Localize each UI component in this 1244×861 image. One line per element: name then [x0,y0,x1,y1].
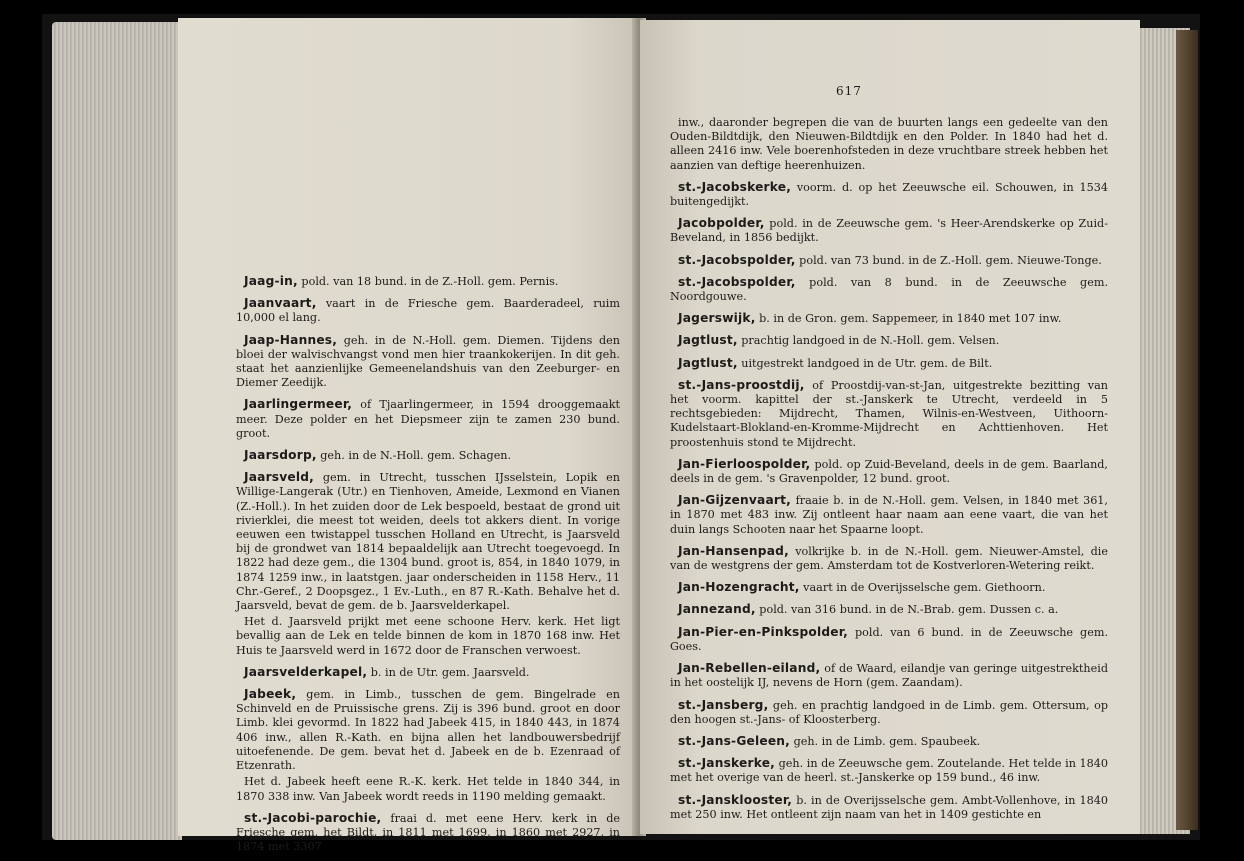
entry [236,296,620,325]
entry [670,493,1108,537]
entry-text: gem. in Limb., tusschen de gem. Bingelrade en Schinveld en de Pruissische grens. Zij is 396 bund. groot en door Limb. klei gevormd. In 1822 had Jabeek 415, in 1840 443, in 1874 406 inw., allen R.-Kath. en bijna allen het landbouwersbedrijf uitoefenende. De gem. bevat het d. Jabeek en de b. Ezenraad of Etzenrath. [236,688,620,773]
entry [670,661,1108,690]
entry [670,333,1108,348]
entry-text: Het d. Jabeek heeft eene R.-K. kerk. Het telde in 1840 344, in 1870 338 inw. Van Jabeek wordt reeds in 1190 melding gemaakt. [236,775,620,803]
entry-text: uitgestrekt landgoed in de Utr. gem. de Bilt. [737,356,993,370]
entry-headword: st.-Jans-Geleen, [678,733,791,748]
entry-text: pold. van 8 bund. in de Zeeuwsche gem. Noordgouwe. [670,275,1108,304]
entry-text: b. in de Utr. gem. Jaarsveld. [367,665,530,679]
entry [236,274,620,289]
entry-text: voorm. d. op het Zeeuwsche eil. Schouwen, in 1534 buitengedijkt. [670,180,1108,209]
entry-text: of Proostdij-van-st-Jan, uitgestrekte bezitting van het voorm. kapittel der st.-Janskerk te Utrecht, verdeeld in 5 rechtsgebieden: Mijdrecht, Thamen, Wilnis-en-Westveen, Uithoorn-Kudelstaart-Blokland-en-Kromme-Mijdrecht en Achttienhoven. Het proostenhuis stond te Mijdrecht. [670,378,1108,449]
entry-headword: Jan-Rebellen-eiland, [678,661,821,676]
entry-headword: st.-Jacobspolder, [678,252,796,267]
entry-text: fraaie b. in de N.-Holl. gem. Velsen, in 1840 met 361, in 1870 met 483 inw. Zij ontleent haar naam aan eene vaart, die van het duin langs Schooten naar het Spaarne loopt. [670,494,1108,536]
entry-text: geh. en prachtig landgoed in de Limb. gem. Ottersum, op den hoogen st.-Jans- of Kloosterberg. [670,698,1108,726]
entry [236,448,620,463]
entry-headword: Jan-Fierloospolder, [678,456,811,471]
entry-headword: Jan-Gijzenvaart, [678,493,791,508]
entry-text: gem. in Utrecht, tusschen IJsselstein, Lopik en Willige-Langerak (Utr.) en Tienhoven, Ameide, Lexmond en Vianen (Z.-Holl.). In het zuiden door de Lek bespoeld, bestaat de grond uit rivierklei, die meest tot weiden, deels tot akkers dient. In vorige eeuwen een twistappel tusschen Holland en Utrecht, is Jaarsveld bij de grondwet van 1814 bepaaldelijk aan Utrecht toegevoegd. In 1822 had deze gem., die 1304 bund. groot is, 854, in 1840 1079, in 1874 1259 inw., in laatstgen. jaar onderscheiden in 1158 Herv., 11 Chr.-Geref., 2 Doopsgez., 1 Ev.-Luth., en 87 R.-Kath. Behalve het d. Jaarsveld, bevat de gem. de b. Jaarsvelderkapel. [236,471,620,613]
entry-text: geh. in de N.-Holl. gem. Schagen. [316,449,512,463]
entry [670,580,1108,595]
entry-text: pold. van 316 bund. in de N.-Brab. gem. Dussen c. a. [755,603,1059,617]
entry-text: prachtig landgoed in de N.-Holl. gem. Velsen. [737,334,1000,348]
entry-headword: Jagtlust, [678,355,738,370]
entry [670,216,1108,245]
entry-headword: Jaanvaart, [244,296,317,311]
right-page [640,20,1140,834]
entry-paragraph [236,775,620,803]
entry-headword: st.-Janskerke, [678,756,775,771]
entry-headword: Jan-Pier-en-Pinkspolder, [678,624,848,639]
entry-headword: Jagtlust, [678,333,738,348]
entry-text: pold. van 73 bund. in de Z.-Holl. gem. Nieuwe-Tonge. [795,253,1102,267]
entry-text: Het d. Jaarsveld prijkt met eene schoone Herv. kerk. Het ligt bevallig aan de Lek en telde binnen de kom in 1870 168 inw. Het Huis te Jaarsveld werd in 1672 door de Franschen verwoest. [236,615,620,657]
entry [670,698,1108,727]
entry-headword: st.-Jacobspolder, [678,274,796,289]
entry-text: vaart in de Friesche gem. Baarderadeel, ruim 10,000 el lang. [236,297,620,325]
left-page-edges [52,22,182,840]
entry-headword: Jaarsveld, [244,470,314,485]
entry [670,793,1108,822]
entry-text: b. in de Overijsselsche gem. Ambt-Vollenhove, in 1840 met 250 inw. Het ontleent zijn naam van het in 1409 gestichte en [670,793,1108,821]
entry-text: pold. in de Zeeuwsche gem. 's Heer-Arendskerke op Zuid-Beveland, in 1856 bedijkt. [670,217,1108,245]
entry-text: pold. van 18 bund. in de Z.-Holl. gem. Pernis. [297,275,559,288]
entry-headword: st.-Jacobi-parochie, [244,810,382,825]
entry [236,811,620,855]
entry-text: b. in de Gron. gem. Sappemeer, in 1840 met 107 inw. [755,312,1062,326]
entry-text: pold. van 6 bund. in de Zeeuwsche gem. Goes. [670,625,1108,653]
entry [236,470,620,613]
right-page-column [670,116,1108,829]
entry-text: of Tjaarlingermeer, in 1594 drooggemaakt meer. Deze polder en het Diepsmeer zijn te zamen 230 bund. groot. [236,398,620,440]
book-cover-edge [1176,30,1198,830]
entry [670,756,1108,785]
entry [670,457,1108,486]
entry-headword: Jaag-in, [244,274,298,288]
entry [670,734,1108,749]
entry-headword: Jan-Hansenpad, [678,543,789,558]
entry [236,397,620,441]
left-page-column [236,274,620,861]
entry [670,356,1108,371]
entry-text: vaart in de Overijsselsche gem. Giethoorn. [799,581,1046,595]
entry-text: geh. in de Zeeuwsche gem. Zoutelande. Het telde in 1840 met het overige van de heerl. st.-Janskerke op 159 bund., 46 inw. [670,757,1108,785]
entry-headword: st.-Jansklooster, [678,792,793,807]
entry-headword: st.-Jans-proostdij, [678,377,805,392]
entry-text: of de Waard, eilandje van geringe uitgestrektheid in het oostelijk IJ, nevens de Horn (gem. Zaandam). [670,662,1108,690]
entry-text: volkrijke b. in de N.-Holl. gem. Nieuwer-Amstel, die van de westgrens der gem. Amsterdam tot de Kostverloren-Wetering reikt. [670,544,1108,573]
entry-paragraph [236,615,620,658]
entry-headword: Jannezand, [678,602,756,617]
entry [670,544,1108,573]
entry [236,333,620,391]
entry-text: geh. in de Limb. gem. Spaubeek. [790,734,981,748]
entry [670,180,1108,209]
entry [670,602,1108,617]
entry [670,625,1108,654]
left-page [178,18,638,854]
entry-headword: Jaap-Hannes, [244,332,338,347]
entry-headword: Jacobpolder, [678,216,765,231]
entry [236,665,620,680]
entry [236,687,620,773]
entry [670,378,1108,450]
entry-headword: st.-Jansberg, [678,697,769,712]
entry [670,311,1108,326]
continuation-paragraph: inw., daaronder begrepen die van de buurten langs een gedeelte van den Ouden-Bildtdijk, den Nieuwen-Bildtdijk en den Polder. In 1840 had het d. alleen 2416 inw. Vele boerenhofsteden in deze vruchtbare streek hebben het aanzien van deftige heerenhuizen. [670,116,1108,172]
page-number: 617 [836,84,862,98]
entry-headword: Jagerswijk, [678,311,756,326]
entry-headword: Jan-Hozengracht, [678,580,800,595]
entry-text: pold. op Zuid-Beveland, deels in de gem. Baarland, deels in de gem. 's Gravenpolder, 12 bund. groot. [670,457,1108,486]
entry-headword: Jaarsvelderkapel, [244,664,368,679]
entry-headword: Jaarsdorp, [244,448,317,463]
entry-headword: st.-Jacobskerke, [678,179,792,194]
entry-headword: Jaarlingermeer, [244,397,353,412]
entry-text: fraai d. met eene Herv. kerk in de Friesche gem. het Bildt, in 1811 met 1699, in 1860 met 2927, in 1874 met 3307 [236,811,620,854]
entry-text: geh. in de N.-Holl. gem. Diemen. Tijdens den bloei der walvischvangst vond men hier traankokerijen. In dit geh. staat het aanzienlijke Gemeenelandshuis van den Zeeburger- en Diemer Zeedijk. [236,333,620,390]
entry-headword: Jabeek, [244,687,297,702]
entry [670,275,1108,304]
entry [670,253,1108,268]
